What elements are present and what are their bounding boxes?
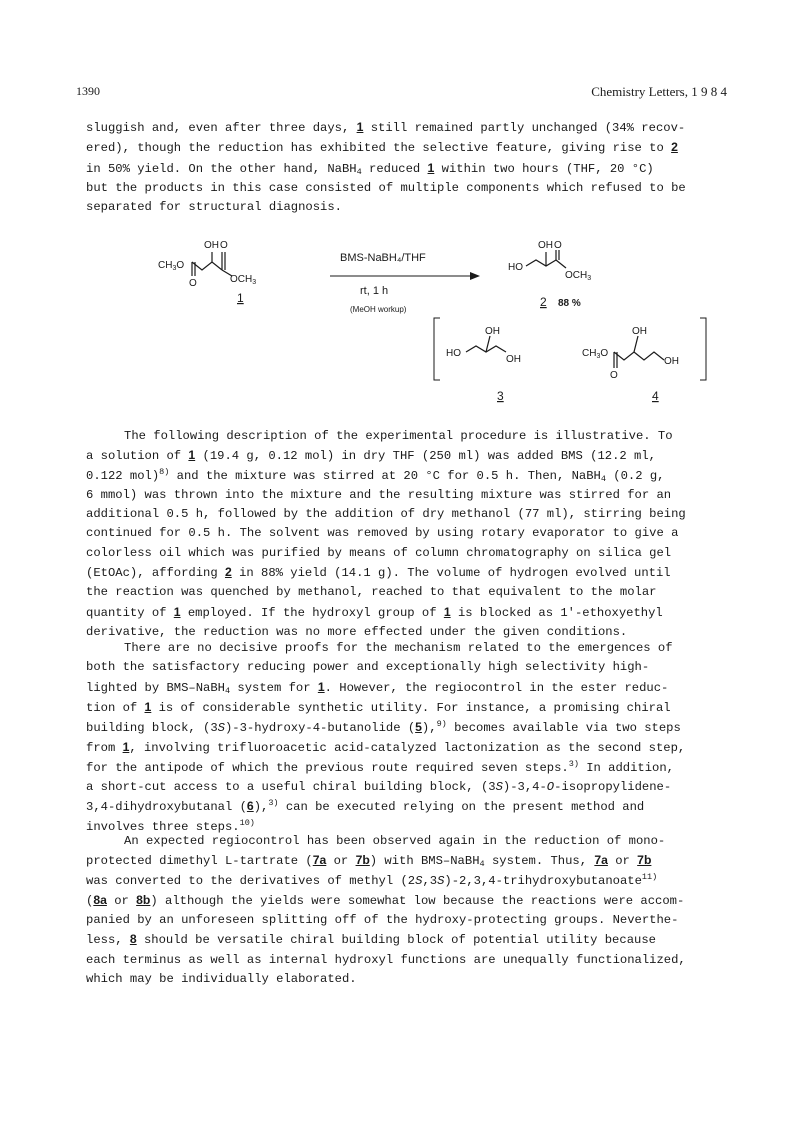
text-line: sluggish and, even after three days, 1 still remained partly unchanged (34% recov-	[86, 120, 686, 135]
text-line: less, 8 should be versatile chiral building block of potential utility because	[86, 932, 656, 948]
text-line: The following description of the experimental procedure is illustrative. To	[124, 429, 673, 443]
text-line: each terminus as well as internal hydroxyl functions are unequally functionalized,	[86, 952, 686, 967]
text-line: which may be individually elaborated.	[86, 972, 357, 987]
reaction-scheme	[140, 232, 720, 412]
carbonyl-oxygen-label: O	[610, 370, 618, 381]
hydroxyl-label: OH	[204, 240, 219, 251]
carbonyl-oxygen-label: O	[189, 278, 197, 289]
text-line: panied by an unforeseen splitting off of the hydroxy-protecting groups. Neverthe-	[86, 913, 679, 928]
hydroxy-label: HO	[508, 262, 523, 273]
workup-label: (MeOH workup)	[350, 305, 407, 314]
compound-label-2: 2	[540, 295, 547, 309]
text-line: 0.122 mol)$^{8)}$ and the mixture was stirred at 20 °C for 0.5 h. Then, NaBH$_4$ (0.2 g,	[86, 466, 665, 484]
text-line: There are no decisive proofs for the mechanism related to the emergences of	[124, 641, 673, 655]
hydroxyl-label: OH	[632, 326, 647, 337]
compound-label-3: 3	[497, 389, 504, 403]
text-line: (EtOAc), affording 2 in 88% yield (14.1 g). The volume of hydrogen evolved until	[86, 565, 671, 581]
text-line: was converted to the derivatives of methyl (2S,3S)-2,3,4-trihydroxybutanoate$^{11)}$	[86, 871, 658, 888]
text-line: for the antipode of which the previous route required seven steps.$^{3)}$ In addition,	[86, 758, 674, 775]
bracket-left	[434, 318, 440, 380]
text-line: lighted by BMS–NaBH$_4$ system for 1. However, the regiocontrol in the ester reduc-	[86, 679, 669, 696]
paragraph-experimental	[86, 427, 710, 642]
compound-label-1: 1	[237, 291, 244, 305]
compound-2-structure	[526, 250, 566, 268]
text-line: a short-cut access to a useful chiral building block, (3S)-3,4-O-isopropylidene-	[86, 780, 672, 795]
yield-label: 88 %	[558, 298, 581, 309]
compound-label-4: 4	[652, 389, 659, 403]
page-number: 1390	[76, 84, 100, 98]
text-line: quantity of 1 employed. If the hydroxyl group of 1 is blocked as 1'-ethoxyethyl	[86, 604, 663, 620]
text-line: protected dimethyl L-tartrate (7a or 7b) with BMS–NaBH$_4$ system. Thus, 7a or 7b	[86, 853, 652, 870]
bracket-right	[700, 318, 706, 380]
hydroxyl-label: OH	[664, 356, 679, 367]
hydroxyl-label: OH	[506, 354, 521, 365]
text-line: An expected regiocontrol has been observed again in the reduction of mono-	[124, 834, 666, 848]
text-line: colorless oil which was purified by means of column chromatography on silica gel	[86, 545, 672, 560]
compound-3-structure	[466, 336, 506, 352]
methoxy-label: $OCH_3$	[230, 274, 257, 286]
text-line: additional 0.5 h, followed by the addition of dry methanol (77 ml), stirring being	[86, 507, 686, 522]
paragraph-tartrate	[86, 832, 710, 989]
compound-1-structure	[192, 252, 232, 276]
compound-4-structure	[614, 336, 664, 368]
text-line: derivative, the reduction was no more effected under the given conditions.	[86, 624, 628, 639]
conditions-label: rt, 1 h	[360, 285, 389, 297]
text-line: from 1, involving trifluoroacetic acid-catalyzed lactonization as the second step,	[86, 740, 686, 756]
hydroxyl-label: OH	[538, 240, 553, 251]
carbonyl-oxygen-label: O	[554, 240, 562, 251]
text-line: tion of 1 is of considerable synthetic utility. For instance, a promising chiral	[86, 699, 671, 715]
reagent-label: BMS-NaBH₄/THF	[340, 252, 426, 264]
text-line: a solution of 1 (19.4 g, 0.12 mol) in dry THF (250 ml) was added BMS (12.2 ml,	[86, 448, 656, 464]
paragraph-top	[86, 118, 710, 217]
text-line: both the satisfactory reducing power and exceptionally high selectivity high-	[86, 660, 650, 675]
text-line: 3,4-dihydroxybutanal (6),$^{3)}$ can be executed relying on the present method and	[86, 798, 645, 815]
text-line: in 50% yield. On the other hand, NaBH$_4$ reduced 1 within two hours (THF, 20 °C)	[86, 160, 654, 177]
methoxy-label: $CH_3O$	[158, 260, 185, 272]
text-line: involves three steps.$^{10)}$	[86, 817, 255, 834]
text-line: ered), though the reduction has exhibited the selective feature, giving rise to 2	[86, 140, 678, 156]
hydroxyl-label: OH	[485, 326, 500, 337]
reaction-arrowhead	[470, 272, 480, 280]
carbonyl-oxygen-label: O	[220, 240, 228, 251]
text-line: building block, (3S)-3-hydroxy-4-butanolide (5),$^{9)}$ becomes available via two steps	[86, 719, 681, 736]
paragraph-mechanism	[86, 639, 710, 837]
journal-running-head: Chemistry Letters, 1 9 8 4	[591, 84, 727, 99]
text-line: 6 mmol) was thrown into the mixture and the resulting mixture was stirred for an	[86, 487, 672, 502]
methoxy-label: $OCH_3$	[565, 270, 592, 282]
text-line: but the products in this case consisted of multiple components which refused to be	[86, 180, 686, 195]
methoxy-label: $CH_3O$	[582, 348, 609, 360]
hydroxy-label: HO	[446, 348, 461, 359]
text-line: separated for structural diagnosis.	[86, 200, 342, 215]
text-line: the reaction was quenched by methanol, reached to that equivalent to the molar	[86, 585, 657, 600]
text-line: (8a or 8b) although the yields were somewhat low because the reactions were accom-	[86, 892, 685, 908]
text-line: continued for 0.5 h. The solvent was removed by using rotary evaporator to give a	[86, 526, 679, 541]
